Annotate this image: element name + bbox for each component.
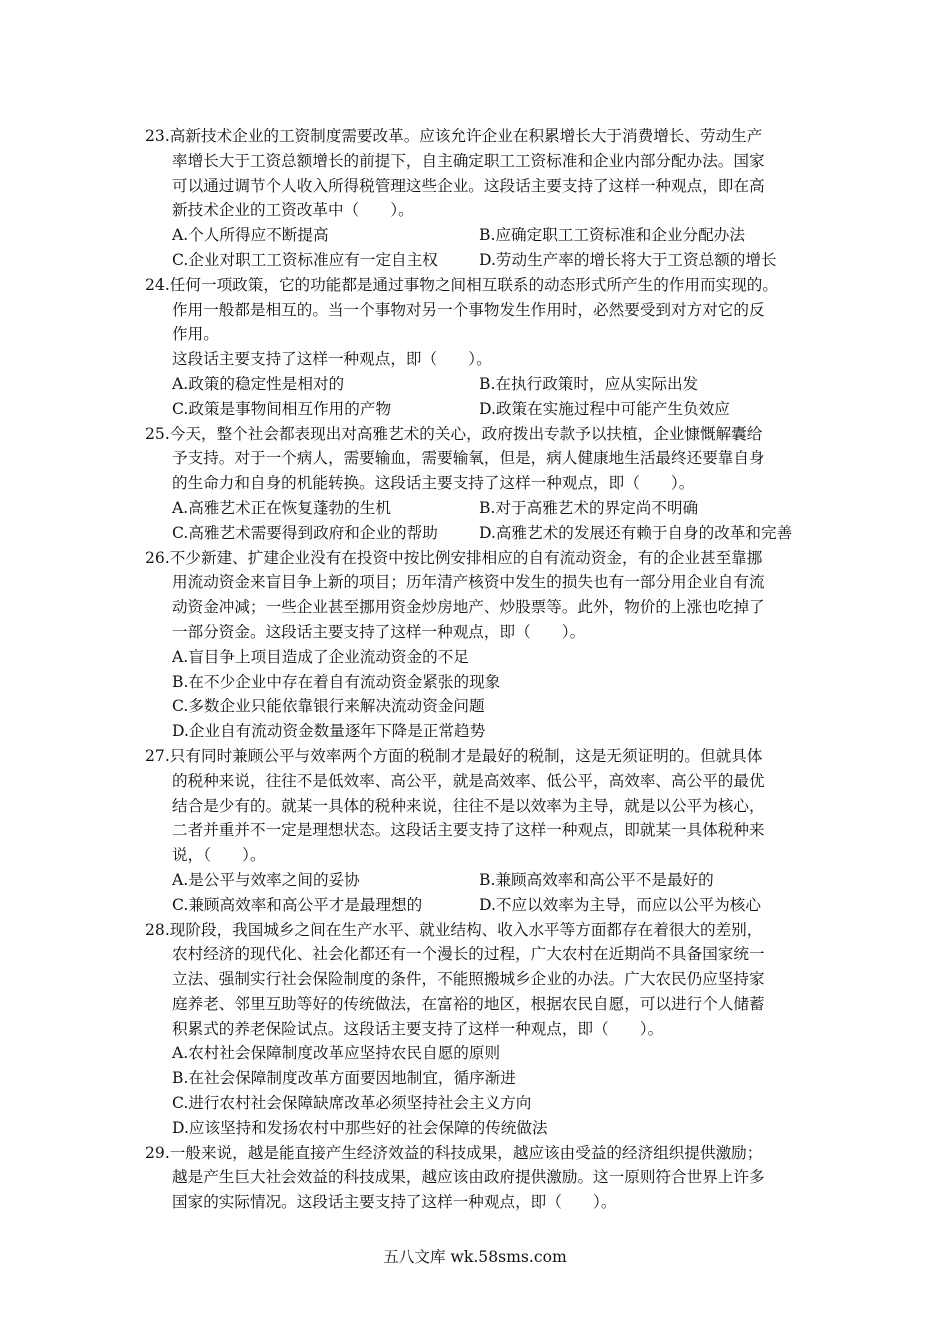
question-stem-line: 率增长大于工资总额增长的前提下，自主确定职工工资标准和企业内部分配办法。国家 [172, 151, 765, 170]
option-choice: D.高雅艺术的发展还有赖于自身的改革和完善 [479, 523, 793, 542]
option-choice: C.多数企业只能依靠银行来解决流动资金问题 [172, 697, 485, 716]
option-row [145, 372, 825, 397]
option-choice: A.盲目争上项目造成了企业流动资金的不足 [172, 647, 469, 666]
option-choice: A.是公平与效率之间的妥协 [172, 870, 360, 889]
question-stem-line: 积累式的养老保险试点。这段话主要支持了这样一种观点，即（ ）。 [172, 1019, 664, 1038]
question-stem-line: 这段话主要支持了这样一种观点，即（ ）。 [172, 350, 492, 369]
option-choice: B.应确定职工工资标准和企业分配办法 [479, 226, 745, 245]
question-stem-line: 庭养老、邻里互助等好的传统做法，在富裕的地区，根据农民自愿，可以进行个人储蓄 [172, 994, 765, 1013]
option-row [145, 521, 825, 546]
option-choice: B.在执行政策时，应从实际出发 [479, 374, 699, 393]
footer-watermark: 五八文库 wk.58sms.com [383, 1248, 567, 1266]
option-choice: C.兼顾高效率和高公平才是最理想的 [172, 895, 423, 914]
option-row [145, 223, 825, 248]
option-choice: C.进行农村社会保障缺席改革必须坚持社会主义方向 [172, 1094, 532, 1113]
question-stem-line: 29.一般来说，越是能直接产生经济效益的科技成果，越应该由受益的经济组织提供激励； [145, 1143, 763, 1162]
question-25 [145, 422, 825, 546]
question-stem-line: 予支持。对于一个病人，需要输血，需要输氧，但是，病人健康地生活最终还要靠自身 [172, 449, 765, 468]
question-stem-line: 28.现阶段，我国城乡之间在生产水平、就业结构、收入水平等方面都存在着很大的差别， [145, 920, 763, 939]
question-stem-line: 的生命力和自身的机能转换。这段话主要支持了这样一种观点，即（ ）。 [172, 474, 695, 493]
question-stem-line: 动资金冲减；一些企业甚至挪用资金炒房地产、炒股票等。此外，物价的上涨也吃掉了 [172, 598, 765, 617]
option-choice: B.对于高雅艺术的界定尚不明确 [479, 498, 699, 517]
question-stem-line: 27.只有同时兼顾公平与效率两个方面的税制才是最好的税制，这是无须证明的。但就具体 [145, 746, 763, 765]
question-stem-line: 用流动资金来盲目争上新的项目；历年清产核资中发生的损失也有一部分用企业自有流 [172, 573, 765, 592]
option-choice: C.政策是事物间相互作用的产物 [172, 399, 392, 418]
question-stem-line: 农村经济的现代化、社会化都还有一个漫长的过程，广大农村在近期尚不具备国家统一 [172, 945, 765, 964]
question-stem-line: 说，（ ）。 [172, 846, 266, 865]
option-row [145, 496, 825, 521]
option-choice: C.高雅艺术需要得到政府和企业的帮助 [172, 523, 438, 542]
question-stem-line: 立法、强制实行社会保险制度的条件，不能照搬城乡企业的办法。广大农民仍应坚持家 [172, 970, 765, 989]
question-stem-line: 结合是少有的。就某一具体的税种来说，往往不是以效率为主导，就是以公平为核心， [172, 796, 765, 815]
option-choice: B.在社会保障制度改革方面要因地制宜，循序渐进 [172, 1069, 516, 1088]
question-stem-line: 新技术企业的工资改革中（ ）。 [172, 201, 414, 220]
option-choice: D.不应以效率为主导，而应以公平为核心 [479, 895, 761, 914]
question-28 [145, 918, 825, 1141]
option-row [145, 868, 825, 893]
option-choice: B.在不少企业中存在着自有流动资金紧张的现象 [172, 672, 501, 691]
question-stem-line: 国家的实际情况。这段话主要支持了这样一种观点，即（ ）。 [172, 1193, 617, 1212]
question-stem-line: 的税种来说，往往不是低效率、高公平，就是高效率、低公平，高效率、高公平的最优 [172, 771, 765, 790]
question-stem-line: 作用一般都是相互的。当一个事物对另一个事物发生作用时，必然要受到对方对它的反 [172, 300, 765, 319]
question-stem-line: 23.高新技术企业的工资制度需要改革。应该允许企业在积累增长大于消费增长、劳动生产 [145, 127, 763, 145]
question-23 [145, 124, 825, 273]
question-27 [145, 744, 825, 918]
question-stem-line: 26.不少新建、扩建企业没有在投资中按比例安排相应的自有流动资金，有的企业甚至靠挪 [145, 548, 763, 567]
option-choice: A.农村社会保障制度改革应坚持农民自愿的原则 [172, 1044, 501, 1063]
option-choice: D.应该坚持和发扬农村中那些好的社会保障的传统做法 [172, 1118, 548, 1137]
question-stem-line: 作用。 [172, 325, 219, 344]
option-row [145, 893, 825, 918]
question-stem-line: 越是产生巨大社会效益的科技成果，越应该由政府提供激励。这一原则符合世界上许多 [172, 1168, 765, 1187]
option-choice: A.政策的稳定性是相对的 [172, 374, 345, 393]
question-stem-line: 24.任何一项政策，它的功能都是通过事物之间相互联系的动态形式所产生的作用而实现的。 [145, 275, 778, 294]
option-choice: A.个人所得应不断提高 [172, 226, 329, 245]
option-choice: B.兼顾高效率和高公平不是最好的 [479, 870, 714, 889]
question-24 [145, 273, 825, 422]
question-stem-line: 可以通过调节个人收入所得税管理这些企业。这段话主要支持了这样一种观点，即在高 [172, 176, 765, 195]
option-choice: C.企业对职工工资标准应有一定自主权 [172, 250, 438, 269]
question-29 [145, 1141, 825, 1215]
question-stem-line: 二者并重并不一定是理想状态。这段话主要支持了这样一种观点，即就某一具体税种来 [172, 821, 765, 840]
question-26 [145, 546, 825, 744]
question-stem-line: 25.今天，整个社会都表现出对高雅艺术的关心，政府拨出专款予以扶植，企业慷慨解囊给 [145, 424, 763, 443]
option-row [145, 397, 825, 422]
option-choice: D.企业自有流动资金数量逐年下降是正常趋势 [172, 722, 486, 741]
question-list [145, 124, 825, 1215]
option-choice: D.劳动生产率的增长将大于工资总额的增长 [479, 250, 777, 269]
option-choice: A.高雅艺术正在恢复蓬勃的生机 [172, 498, 391, 517]
option-row [145, 248, 825, 273]
question-stem-line: 一部分资金。这段话主要支持了这样一种观点，即（ ）。 [172, 622, 586, 641]
option-choice: D.政策在实施过程中可能产生负效应 [479, 399, 730, 418]
